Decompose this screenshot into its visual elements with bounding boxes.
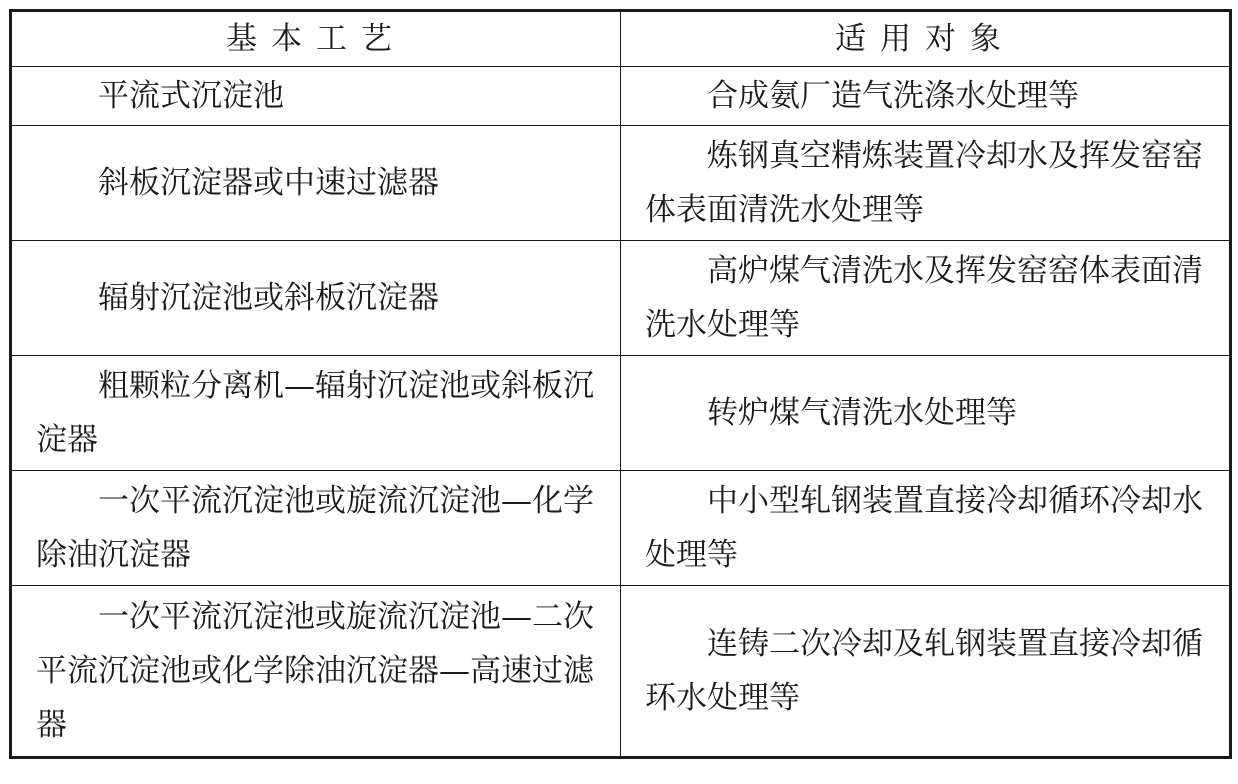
process-text: 一次平流沉淀池或旋流沉淀池—化学除油沉淀器 <box>36 483 594 573</box>
table-header-row <box>11 11 1231 67</box>
application-cell <box>621 241 1231 356</box>
process-text: 粗颗粒分离机—辐射沉淀池或斜板沉淀器 <box>36 368 594 458</box>
table-row <box>11 67 1231 126</box>
table-row <box>11 126 1231 241</box>
process-text: 辐射沉淀池或斜板沉淀器 <box>98 280 439 316</box>
process-cell <box>11 586 621 758</box>
process-cell <box>11 356 621 471</box>
application-text: 高炉煤气清洗水及挥发窑窑体表面清洗水处理等 <box>645 253 1203 343</box>
header-application: 适用对象 <box>621 11 1231 67</box>
table-row <box>11 241 1231 356</box>
application-text: 合成氨厂造气洗涤水处理等 <box>707 78 1079 114</box>
table-row <box>11 356 1231 471</box>
process-application-table <box>9 9 1232 759</box>
table-row <box>11 586 1231 758</box>
header-process: 基本工艺 <box>11 11 621 67</box>
application-cell <box>621 471 1231 586</box>
application-cell <box>621 67 1231 126</box>
process-cell <box>11 126 621 241</box>
process-cell <box>11 67 621 126</box>
table-row <box>11 471 1231 586</box>
process-text: 平流式沉淀池 <box>98 78 284 114</box>
process-text: 斜板沉淀器或中速过滤器 <box>98 165 439 201</box>
application-text: 中小型轧钢装置直接冷却循环冷却水处理等 <box>645 483 1203 573</box>
application-cell <box>621 356 1231 471</box>
application-cell <box>621 586 1231 758</box>
process-text: 一次平流沉淀池或旋流沉淀池—二次平流沉淀池或化学除油沉淀器—高速过滤器 <box>36 599 594 743</box>
application-text: 连铸二次冷却及轧钢装置直接冷却循环水处理等 <box>645 626 1203 716</box>
application-text: 炼钢真空精炼装置冷却水及挥发窑窑体表面清洗水处理等 <box>645 138 1203 228</box>
process-cell <box>11 471 621 586</box>
application-text: 转炉煤气清洗水处理等 <box>707 395 1017 431</box>
application-cell <box>621 126 1231 241</box>
process-cell <box>11 241 621 356</box>
